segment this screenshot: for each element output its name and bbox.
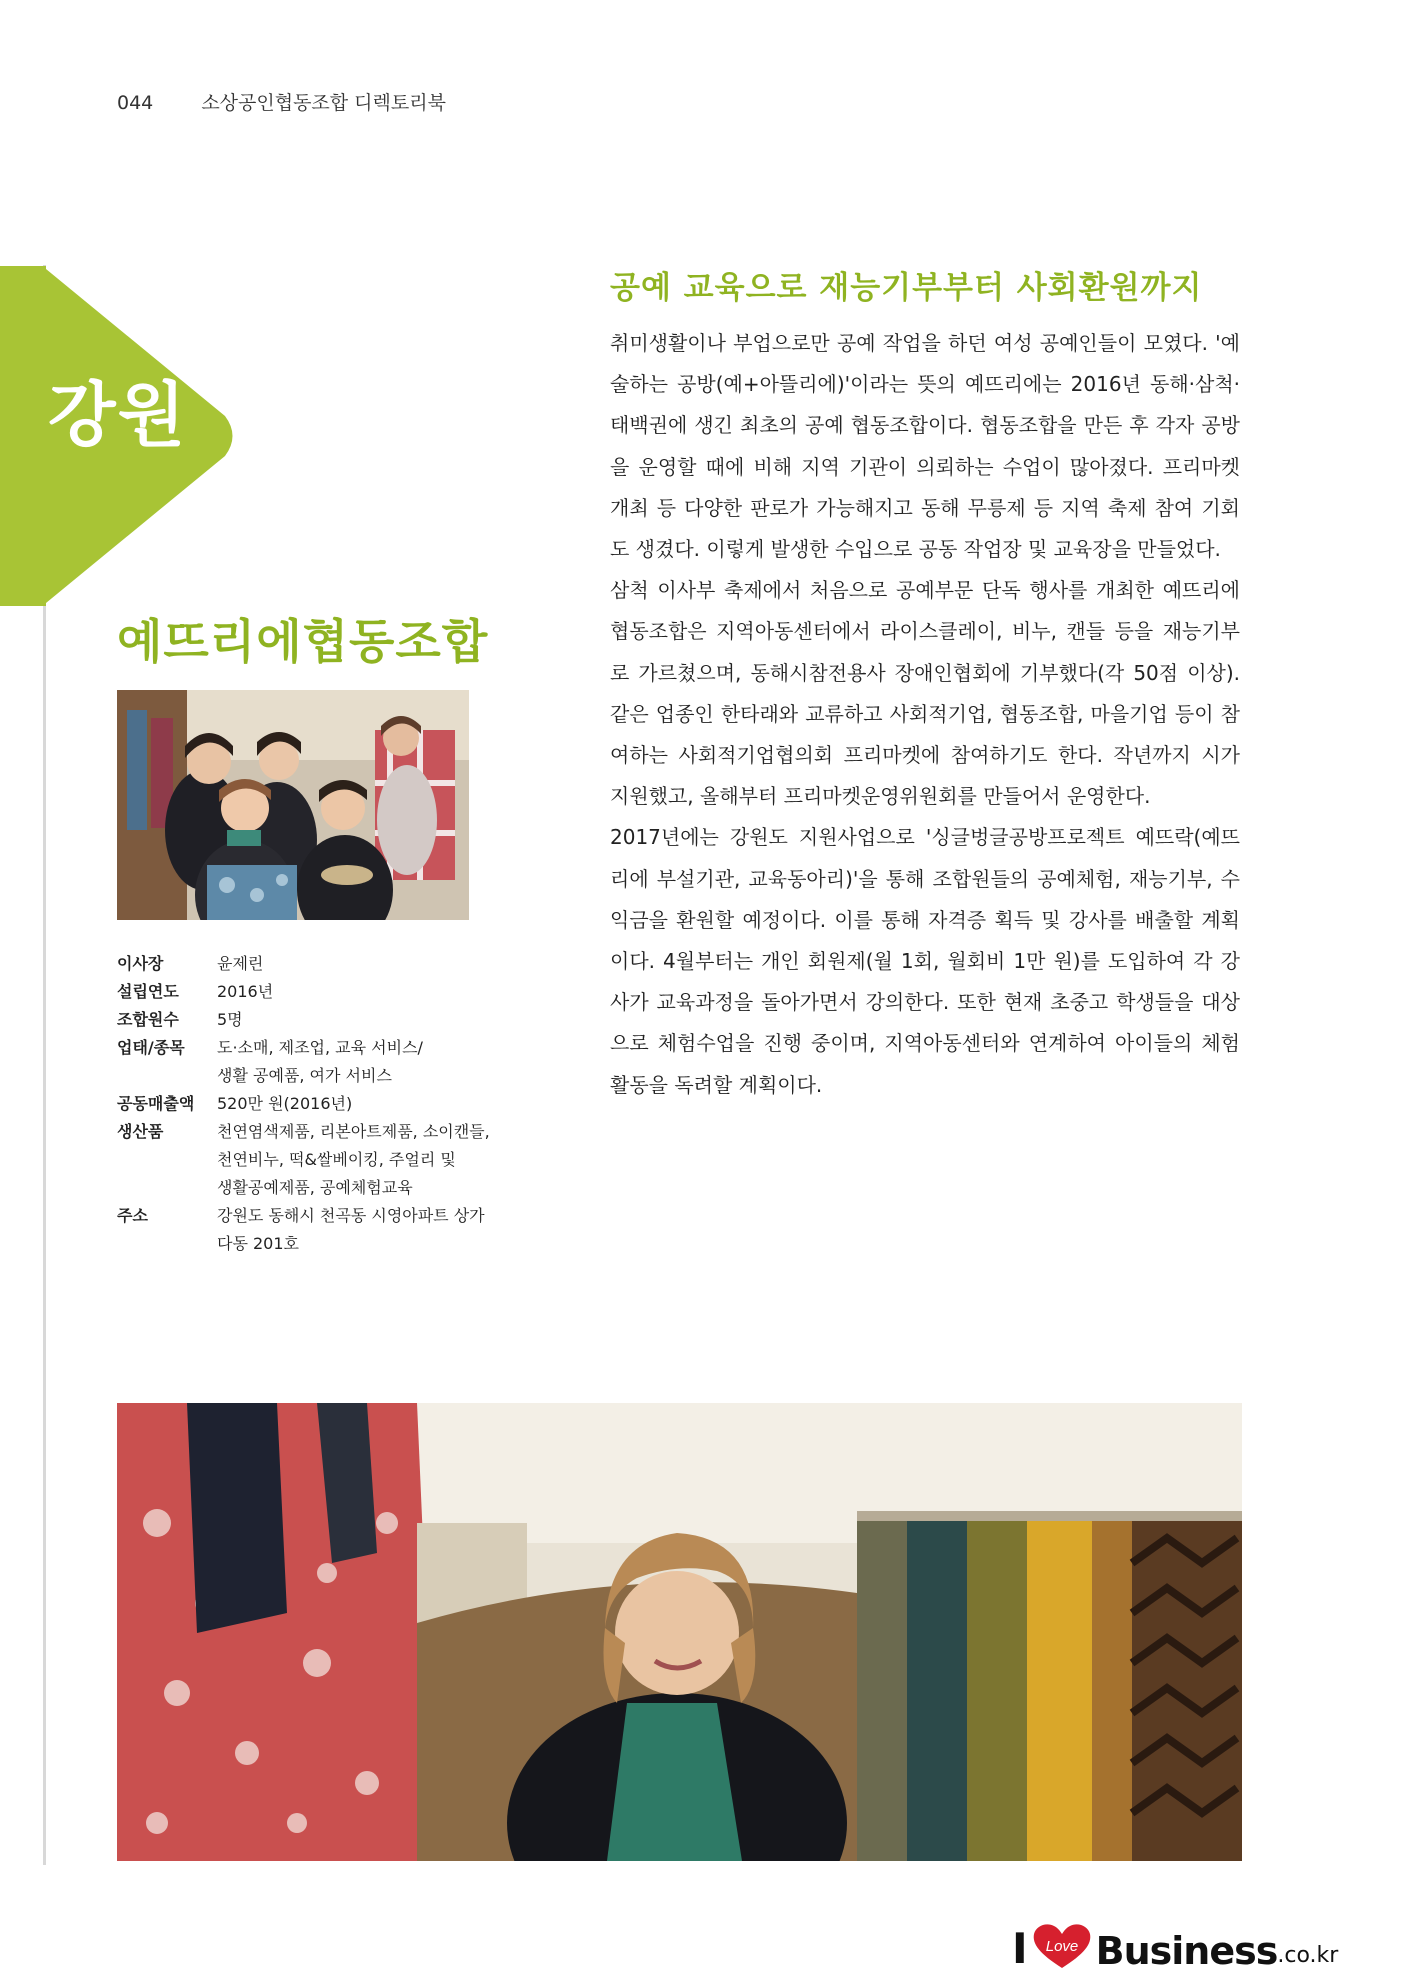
info-row-address — [117, 1202, 517, 1258]
chairperson-photo — [117, 1403, 1242, 1861]
cooperative-info — [117, 950, 517, 1258]
article-title: 공예 교육으로 재능기부부터 사회환원까지 — [610, 270, 1203, 306]
info-value: 도·소매, 제조업, 교육 서비스/ 생활 공예품, 여가 서비스 — [217, 1038, 423, 1085]
info-key: 이사장 — [117, 954, 164, 973]
article-body — [610, 323, 1240, 1106]
info-value: 520만 원(2016년) — [217, 1094, 353, 1113]
info-row-founded — [117, 978, 517, 1006]
group-photo — [117, 690, 469, 920]
info-key: 설립연도 — [117, 982, 179, 1001]
info-key: 생산품 — [117, 1122, 164, 1141]
info-row-products — [117, 1118, 517, 1202]
info-key: 주소 — [117, 1206, 148, 1225]
info-row-members — [117, 1006, 517, 1034]
info-key: 업태/종목 — [117, 1038, 185, 1057]
info-row-revenue — [117, 1090, 517, 1118]
heart-icon — [1030, 1922, 1094, 1970]
info-value: 강원도 동해시 천곡동 시영아파트 상가 다동 201호 — [217, 1206, 485, 1253]
info-row-chairperson — [117, 950, 517, 978]
info-value: 5명 — [217, 1010, 243, 1029]
cooperative-name: 예뜨리에협동조합 — [117, 615, 489, 670]
logo-domain: .co.kr — [1277, 1943, 1339, 1968]
ilovebusiness-logo — [1012, 1920, 1339, 1973]
region-label: 강원 — [48, 374, 188, 456]
info-value: 2016년 — [217, 982, 274, 1001]
info-key: 공동매출액 — [117, 1094, 195, 1113]
book-title: 소상공인협동조합 디렉토리북 — [201, 92, 446, 114]
info-key: 조합원수 — [117, 1010, 179, 1029]
info-row-business-type — [117, 1034, 517, 1090]
logo-heart-text: Love — [1045, 1938, 1078, 1955]
info-value: 윤제린 — [217, 954, 264, 973]
article-paragraph: 2017년에는 강원도 지원사업으로 '싱글벙글공방프로젝트 예뜨락(예뜨리에 부설기관, 교육동아리)'을 통해 조합원들의 공예체험, 재능기부, 수익금을 환원할 예정이다. 이를 통해 자격증 획득 및 강사를 배출할 계획이다. 4월부터는 개인 회원제(월 1회, 월회비 1만 원)를 도입하여 각 강사가 교육과정을 돌아가면서 강의한다. 또한 현재 초중고 학생들을 대상으로 체험수업을 진행 중이며, 지역아동센터와 연계하여 아이들의 체험활동을 독려할 계획이다. — [610, 825, 1240, 1097]
logo-brand: Business — [1095, 1929, 1278, 1973]
info-value: 천연염색제품, 리본아트제품, 소이캔들, 천연비누, 떡&쌀베이킹, 주얼리 및 생활공예제품, 공예체험교육 — [217, 1122, 490, 1197]
page-header — [117, 88, 446, 115]
article-paragraph: 취미생활이나 부업으로만 공예 작업을 하던 여성 공예인들이 모였다. '예술하는 공방(예+아뜰리에)'이라는 뜻의 예뜨리에는 2016년 동해·삼척·태백권에 생긴 최초의 공예 협동조합이다. 협동조합을 만든 후 각자 공방을 운영할 때에 비해 지역 기관이 의뢰하는 수업이 많아졌다. 프리마켓 개최 등 다양한 판로가 가능해지고 동해 무릉제 등 지역 축제 참여 기회도 생겼다. 이렇게 발생한 수입으로 공동 작업장 및 교육장을 만들었다. — [610, 331, 1240, 562]
article-paragraph: 삼척 이사부 축제에서 처음으로 공예부문 단독 행사를 개최한 예뜨리에협동조합은 지역아동센터에서 라이스클레이, 비누, 캔들 등을 재능기부로 가르쳤으며, 동해시참전용사 장애인협회에 기부했다(각 50점 이상). 같은 업종인 한타래와 교류하고 사회적기업, 협동조합, 마을기업 등이 참여하는 사회적기업협의회 프리마켓에 참여하기도 한다. 작년까지 시가 지원했고, 올해부터 프리마켓운영위원회를 만들어서 운영한다. — [610, 578, 1240, 809]
logo-prefix: I — [1012, 1924, 1028, 1973]
page-number: 044 — [117, 92, 154, 114]
